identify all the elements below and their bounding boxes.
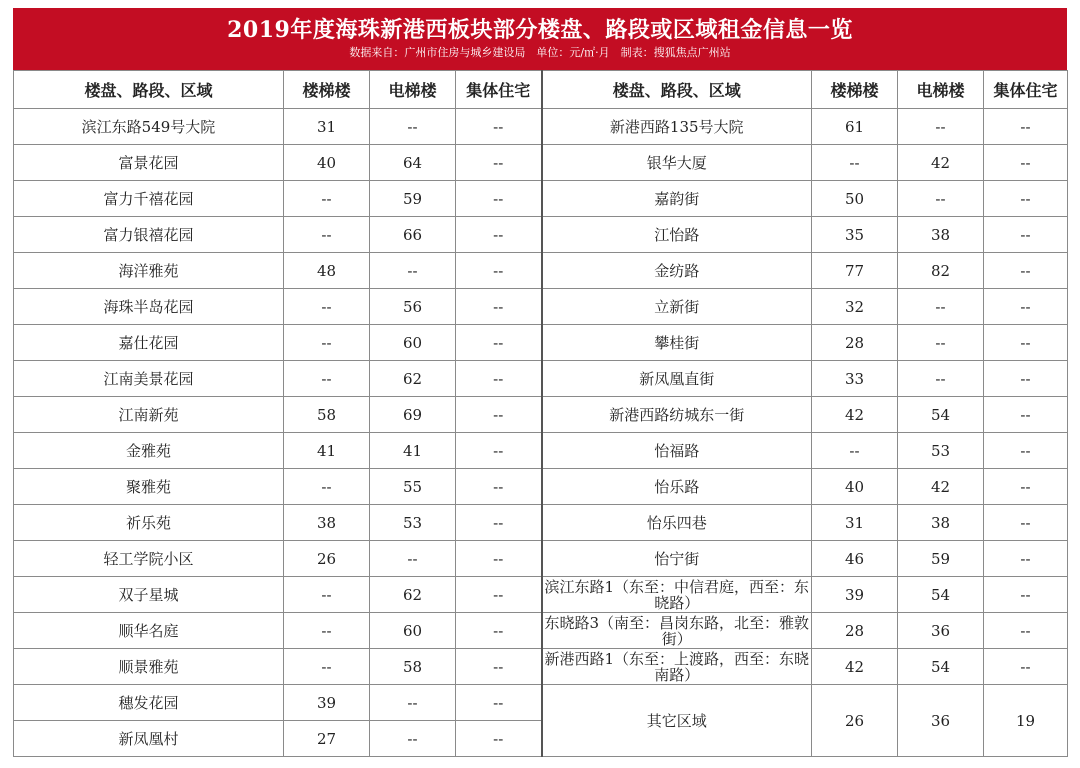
left-cell-area: 穗发花园: [14, 685, 284, 721]
left-cell-collective: --: [456, 361, 542, 397]
right-cell-elevator: 54: [898, 649, 984, 685]
header-elevator-right: 电梯楼: [898, 71, 984, 109]
page-subtitle: 数据来自：广州市住房与城乡建设局 单位：元/㎡·月 制表：搜狐焦点广州站: [349, 46, 731, 59]
rent-table: [13, 70, 1068, 757]
right-cell-stair: 42: [812, 397, 898, 433]
table-row: [14, 649, 1068, 685]
right-cell-area: 嘉韵街: [542, 181, 812, 217]
table-row: [14, 577, 1068, 613]
left-cell-area: 顺景雅苑: [14, 649, 284, 685]
right-cell-area: 东晓路3（南至：昌岗东路，北至：雅敦街）: [542, 613, 812, 649]
right-cell-elevator: 54: [898, 577, 984, 613]
left-cell-collective: --: [456, 325, 542, 361]
left-cell-stair: 41: [284, 433, 370, 469]
table-row: [14, 433, 1068, 469]
right-cell-elevator: 42: [898, 469, 984, 505]
left-cell-elevator: --: [370, 685, 456, 721]
right-cell-area: 怡乐路: [542, 469, 812, 505]
right-cell-collective: --: [984, 577, 1068, 613]
left-cell-area: 富力千禧花园: [14, 181, 284, 217]
left-cell-area: 富力银禧花园: [14, 217, 284, 253]
right-cell-collective: 19: [984, 685, 1068, 757]
left-cell-area: 海洋雅苑: [14, 253, 284, 289]
right-cell-collective: --: [984, 289, 1068, 325]
header-area-right: 楼盘、路段、区域: [542, 71, 812, 109]
left-cell-collective: --: [456, 181, 542, 217]
left-cell-stair: 39: [284, 685, 370, 721]
header-collective-right: 集体住宅: [984, 71, 1068, 109]
right-cell-area: 攀桂街: [542, 325, 812, 361]
left-cell-stair: --: [284, 361, 370, 397]
left-cell-elevator: 55: [370, 469, 456, 505]
left-cell-area: 海珠半岛花园: [14, 289, 284, 325]
right-cell-stair: 33: [812, 361, 898, 397]
table-row: [14, 217, 1068, 253]
right-cell-collective: --: [984, 613, 1068, 649]
left-cell-area: 双子星城: [14, 577, 284, 613]
right-cell-area: 江怡路: [542, 217, 812, 253]
left-cell-stair: 58: [284, 397, 370, 433]
right-cell-area: 金纺路: [542, 253, 812, 289]
left-cell-elevator: 62: [370, 361, 456, 397]
left-cell-stair: --: [284, 181, 370, 217]
table-row: [14, 469, 1068, 505]
left-cell-elevator: 56: [370, 289, 456, 325]
right-cell-collective: --: [984, 541, 1068, 577]
right-cell-stair: 26: [812, 685, 898, 757]
right-cell-elevator: 82: [898, 253, 984, 289]
left-cell-stair: 38: [284, 505, 370, 541]
header-elevator-left: 电梯楼: [370, 71, 456, 109]
right-cell-elevator: 36: [898, 685, 984, 757]
right-cell-stair: 61: [812, 109, 898, 145]
right-cell-collective: --: [984, 469, 1068, 505]
right-cell-stair: 46: [812, 541, 898, 577]
right-cell-area: 银华大厦: [542, 145, 812, 181]
table-row: [14, 541, 1068, 577]
right-cell-collective: --: [984, 649, 1068, 685]
table-row: [14, 289, 1068, 325]
right-cell-area: 滨江东路1（东至：中信君庭，西至：东晓路）: [542, 577, 812, 613]
right-cell-collective: --: [984, 253, 1068, 289]
left-cell-elevator: 69: [370, 397, 456, 433]
right-cell-elevator: 36: [898, 613, 984, 649]
right-cell-collective: --: [984, 433, 1068, 469]
left-cell-collective: --: [456, 649, 542, 685]
page-title: 2019年度海珠新港西板块部分楼盘、路段或区域租金信息一览: [227, 17, 853, 43]
header-stair-right: 楼梯楼: [812, 71, 898, 109]
right-cell-elevator: --: [898, 109, 984, 145]
left-cell-elevator: --: [370, 541, 456, 577]
right-cell-collective: --: [984, 109, 1068, 145]
right-cell-stair: 77: [812, 253, 898, 289]
right-cell-elevator: 59: [898, 541, 984, 577]
left-cell-area: 金雅苑: [14, 433, 284, 469]
right-cell-stair: 28: [812, 613, 898, 649]
right-cell-area: 新港西路1（东至：上渡路，西至：东晓南路）: [542, 649, 812, 685]
right-cell-area: 新凤凰直街: [542, 361, 812, 397]
right-cell-elevator: 54: [898, 397, 984, 433]
table-row: [14, 361, 1068, 397]
right-cell-area: 怡福路: [542, 433, 812, 469]
left-cell-collective: --: [456, 613, 542, 649]
left-cell-area: 滨江东路549号大院: [14, 109, 284, 145]
left-cell-area: 江南美景花园: [14, 361, 284, 397]
left-cell-elevator: 60: [370, 613, 456, 649]
left-cell-area: 轻工学院小区: [14, 541, 284, 577]
right-cell-stair: 50: [812, 181, 898, 217]
table-row: [14, 253, 1068, 289]
left-cell-stair: --: [284, 577, 370, 613]
table-row: [14, 325, 1068, 361]
right-cell-collective: --: [984, 181, 1068, 217]
right-cell-collective: --: [984, 505, 1068, 541]
header-row: [14, 71, 1068, 109]
table-row: [14, 145, 1068, 181]
left-cell-area: 祈乐苑: [14, 505, 284, 541]
left-cell-area: 顺华名庭: [14, 613, 284, 649]
table-row: [14, 505, 1068, 541]
left-cell-stair: 40: [284, 145, 370, 181]
right-cell-stair: 40: [812, 469, 898, 505]
right-cell-stair: 42: [812, 649, 898, 685]
left-cell-elevator: --: [370, 721, 456, 757]
right-cell-collective: --: [984, 361, 1068, 397]
right-cell-area: 新港西路135号大院: [542, 109, 812, 145]
right-cell-stair: 31: [812, 505, 898, 541]
right-cell-elevator: 53: [898, 433, 984, 469]
header-collective-left: 集体住宅: [456, 71, 542, 109]
table-row: [14, 613, 1068, 649]
left-cell-collective: --: [456, 397, 542, 433]
rent-table-body: [14, 109, 1068, 757]
left-cell-area: 嘉仕花园: [14, 325, 284, 361]
left-cell-collective: --: [456, 433, 542, 469]
right-cell-stair: 28: [812, 325, 898, 361]
right-cell-elevator: 42: [898, 145, 984, 181]
table-row: [14, 181, 1068, 217]
header-stair-left: 楼梯楼: [284, 71, 370, 109]
left-cell-area: 富景花园: [14, 145, 284, 181]
left-cell-elevator: 53: [370, 505, 456, 541]
table-row: [14, 397, 1068, 433]
left-cell-stair: 31: [284, 109, 370, 145]
left-cell-collective: --: [456, 253, 542, 289]
right-cell-stair: 35: [812, 217, 898, 253]
title-banner: [13, 8, 1067, 70]
left-cell-elevator: --: [370, 253, 456, 289]
left-cell-stair: 48: [284, 253, 370, 289]
left-cell-elevator: 41: [370, 433, 456, 469]
table-row: [14, 109, 1068, 145]
right-cell-elevator: --: [898, 361, 984, 397]
left-cell-area: 聚雅苑: [14, 469, 284, 505]
left-cell-collective: --: [456, 721, 542, 757]
left-cell-elevator: 59: [370, 181, 456, 217]
left-cell-collective: --: [456, 505, 542, 541]
right-cell-collective: --: [984, 397, 1068, 433]
right-cell-collective: --: [984, 217, 1068, 253]
right-cell-elevator: --: [898, 325, 984, 361]
right-cell-elevator: 38: [898, 217, 984, 253]
left-cell-stair: --: [284, 217, 370, 253]
right-cell-area: 怡乐四巷: [542, 505, 812, 541]
left-cell-collective: --: [456, 289, 542, 325]
left-cell-area: 新凤凰村: [14, 721, 284, 757]
left-cell-stair: --: [284, 613, 370, 649]
right-cell-collective: --: [984, 325, 1068, 361]
left-cell-elevator: 64: [370, 145, 456, 181]
right-cell-stair: 39: [812, 577, 898, 613]
table-row: [14, 685, 1068, 721]
right-cell-elevator: --: [898, 289, 984, 325]
left-cell-elevator: 60: [370, 325, 456, 361]
left-cell-elevator: 62: [370, 577, 456, 613]
left-cell-stair: --: [284, 325, 370, 361]
right-cell-elevator: 38: [898, 505, 984, 541]
left-cell-collective: --: [456, 541, 542, 577]
left-cell-collective: --: [456, 109, 542, 145]
right-cell-area: 怡宁街: [542, 541, 812, 577]
right-cell-area: 新港西路纺城东一街: [542, 397, 812, 433]
right-cell-stair: 32: [812, 289, 898, 325]
left-cell-stair: 26: [284, 541, 370, 577]
left-cell-collective: --: [456, 217, 542, 253]
left-cell-collective: --: [456, 577, 542, 613]
left-cell-elevator: 58: [370, 649, 456, 685]
right-cell-collective: --: [984, 145, 1068, 181]
header-area-left: 楼盘、路段、区域: [14, 71, 284, 109]
left-cell-collective: --: [456, 469, 542, 505]
left-cell-stair: 27: [284, 721, 370, 757]
right-cell-stair: --: [812, 433, 898, 469]
left-cell-elevator: 66: [370, 217, 456, 253]
left-cell-stair: --: [284, 289, 370, 325]
left-cell-collective: --: [456, 145, 542, 181]
right-cell-elevator: --: [898, 181, 984, 217]
right-cell-stair: --: [812, 145, 898, 181]
right-cell-area: 立新街: [542, 289, 812, 325]
left-cell-elevator: --: [370, 109, 456, 145]
right-cell-area: 其它区域: [542, 685, 812, 757]
left-cell-collective: --: [456, 685, 542, 721]
left-cell-stair: --: [284, 469, 370, 505]
left-cell-stair: --: [284, 649, 370, 685]
left-cell-area: 江南新苑: [14, 397, 284, 433]
